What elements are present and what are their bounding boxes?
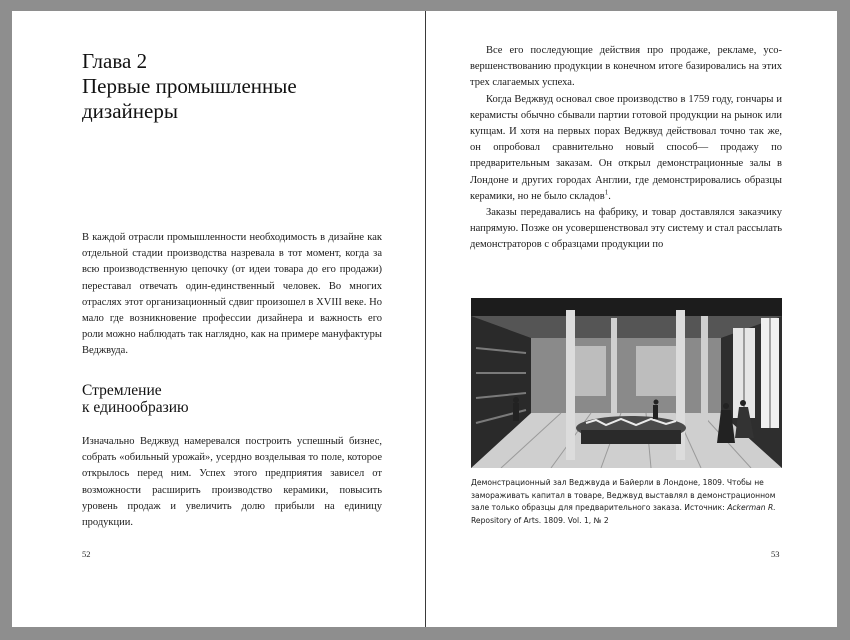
caption-text: Демонстрационный зал Веджвуда и Байерли в Лондоне, 1809. Чтобы не замораживать капитал в товаре, Веджвуд выставлял в демонстрационном зале только образцы для предварительного заказа. Источник: xyxy=(471,478,776,512)
showroom-engraving xyxy=(471,298,782,468)
caption-source-author: Ackerman R. xyxy=(727,503,776,512)
section-title-line-1: Стремление xyxy=(82,382,162,399)
chapter-title xyxy=(82,49,402,124)
caption-source-title: Repository of Arts. 1809. Vol. 1, № 2 xyxy=(471,515,609,525)
paragraph-1: Все его последующие действия про продаже, рекламе, усовершенствованию продукции в конечном итоге базировались на этих трех слагаемых успеха. xyxy=(470,45,782,89)
paragraph-2: Когда Веджвуд основал свое производство в 1759 году, гончары и керамисты обычно сбывали партии готовой продукции на рынок или купцам. И хотя на первых порах Веджвуд действовал точно так же, он опробовал сравнительно новый способ— продажу по предварительным заказам. Он открыл демонстрационные залы в Лондоне и других городах Англии, где демонстрировались образцы керамики, но не было складов$^1$. xyxy=(470,93,782,202)
book-spread xyxy=(12,11,837,627)
left-page xyxy=(12,11,426,627)
page-number-right: 53 xyxy=(771,549,780,559)
right-body-text xyxy=(470,43,782,254)
section-paragraph: Изначально Веджвуд намеревался построить успешный бизнес, собрать «обильный урожай», усердно возделывая то поле, которое открылось перед ним. Успех этого предприятия зависел от возможности расширить производство керамики, повысить уровень продаж и увеличить долю прибыли на единицу продукции. xyxy=(82,436,382,529)
section-heading xyxy=(82,382,189,416)
engraving-illustration xyxy=(471,298,782,468)
footnote-marker: 1 xyxy=(604,188,609,197)
chapter-title-line-2: дизайнеры xyxy=(82,99,178,123)
chapter-title-line-1: Первые промышленные xyxy=(82,74,297,98)
figure-caption xyxy=(471,477,782,527)
section-title-line-2: к единообразию xyxy=(82,399,189,416)
right-page xyxy=(426,11,837,627)
chapter-label: Глава 2 xyxy=(82,49,148,73)
paragraph-3: Заказы передавались на фабрику, и товар доставлялся заказчику напрямую. Позже он усовершенствовал эту систему и стал рассылать демонстраторов с образцами продукции по xyxy=(470,207,782,251)
page-number-left: 52 xyxy=(82,549,91,559)
intro-paragraph: В каждой отрасли промышленности необходимость в дизайне как отдельной стадии производства назревала в тот момент, когда за всю производственную цепочку (от идеи товара до его продажи) переставал отвечать один-единственный человек. Во многих отраслях этот организационный сдвиг произошел в XVIII веке. Но мало где возникновение профессии дизайнера и важность его роли можно наблюдать так наглядно, как на примере мануфактуры Веджвуда. xyxy=(82,232,382,357)
paragraph-2-text: Когда Веджвуд основал свое производство в 1759 году, гончары и керамисты обычно сбывали партии готовой продукции на рынок или купцам. И хотя на первых порах Веджвуд действовал точно так же, он опробовал сравнительно новый способ— продажу по предварительным заказам. Он открыл демонстрационные залы в Лондоне и других городах Англии, где демонстрировались образцы керамики, но не было складов xyxy=(470,93,782,202)
